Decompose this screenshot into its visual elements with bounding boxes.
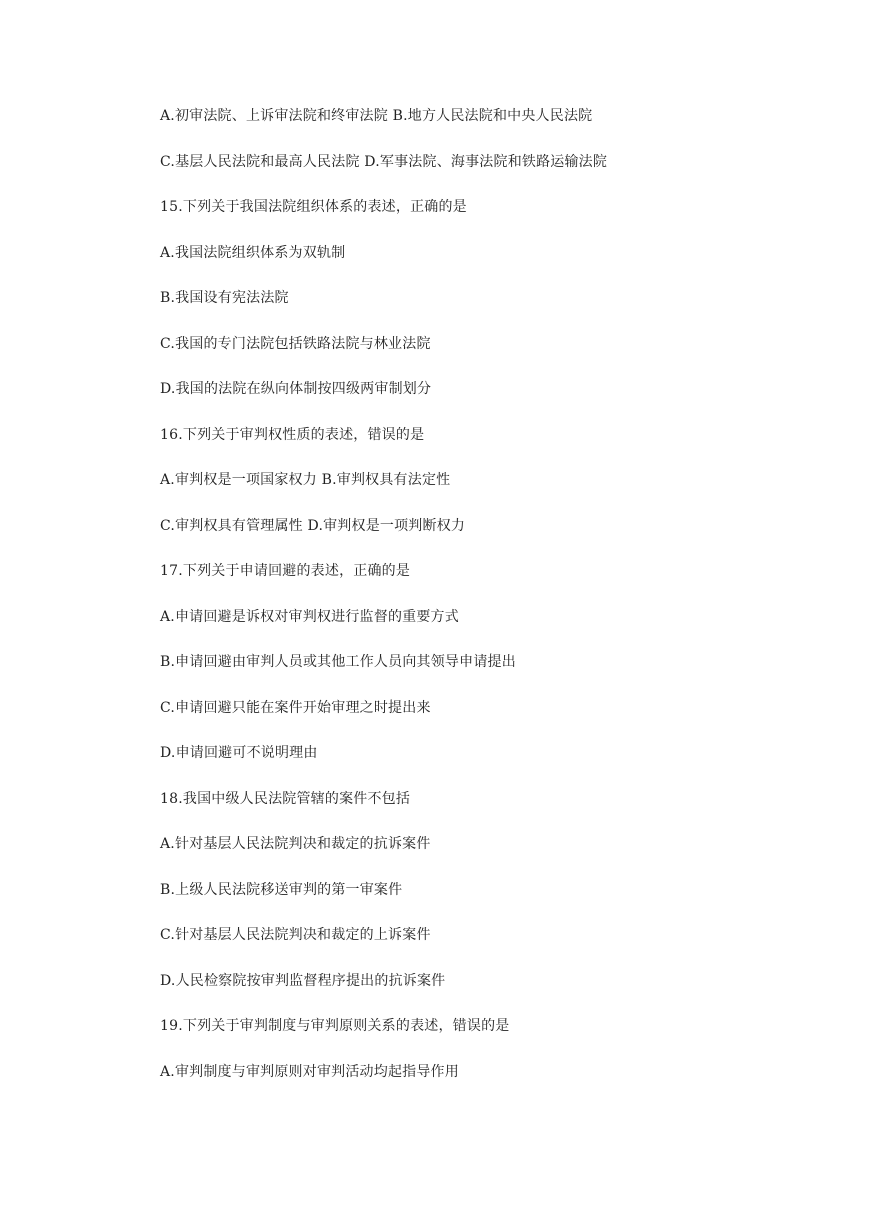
question-line: 18.我国中级人民法院管辖的案件不包括 — [160, 790, 411, 807]
option-line: A.审判权是一项国家权力 B.审判权具有法定性 — [160, 472, 451, 488]
question-line: 15.下列关于我国法院组织体系的表述，正确的是 — [160, 199, 467, 215]
option-line: A.初审法院、上诉审法院和终审法院 B.地方人民法院和中央人民法院 — [160, 108, 593, 124]
option-line: B.我国设有宪法法院 — [160, 290, 289, 306]
question-line: 16.下列关于审判权性质的表述，错误的是 — [160, 426, 425, 443]
option-line: A.审判制度与审判原则对审判活动均起指导作用 — [160, 1063, 459, 1080]
option-line: C.针对基层人民法院判决和裁定的上诉案件 — [160, 927, 431, 943]
option-line: D.人民检察院按审判监督程序提出的抗诉案件 — [160, 972, 446, 989]
option-line: A.针对基层人民法院判决和裁定的抗诉案件 — [160, 836, 431, 852]
option-line: B.上级人民法院移送审判的第一审案件 — [160, 881, 403, 898]
option-line: C.申请回避只能在案件开始审理之时提出来 — [160, 699, 431, 716]
option-line: C.审判权具有管理属性 D.审判权是一项判断权力 — [160, 517, 466, 534]
option-line: D.申请回避可不说明理由 — [160, 745, 318, 761]
option-line: C.基层人民法院和最高人民法院 D.军事法院、海事法院和铁路运输法院 — [160, 153, 608, 170]
option-line: A.我国法院组织体系为双轨制 — [160, 244, 346, 261]
option-line: C.我国的专门法院包括铁路法院与林业法院 — [160, 335, 431, 352]
question-line: 19.下列关于审判制度与审判原则关系的表述，错误的是 — [160, 1018, 510, 1034]
option-line: B.申请回避由审判人员或其他工作人员向其领导申请提出 — [160, 654, 516, 670]
option-line: A.申请回避是诉权对审判权进行监督的重要方式 — [160, 608, 459, 625]
document-content — [160, 104, 840, 1105]
option-line: D.我国的法院在纵向体制按四级两审制划分 — [160, 381, 432, 397]
question-line: 17.下列关于申请回避的表述，正确的是 — [160, 563, 411, 579]
